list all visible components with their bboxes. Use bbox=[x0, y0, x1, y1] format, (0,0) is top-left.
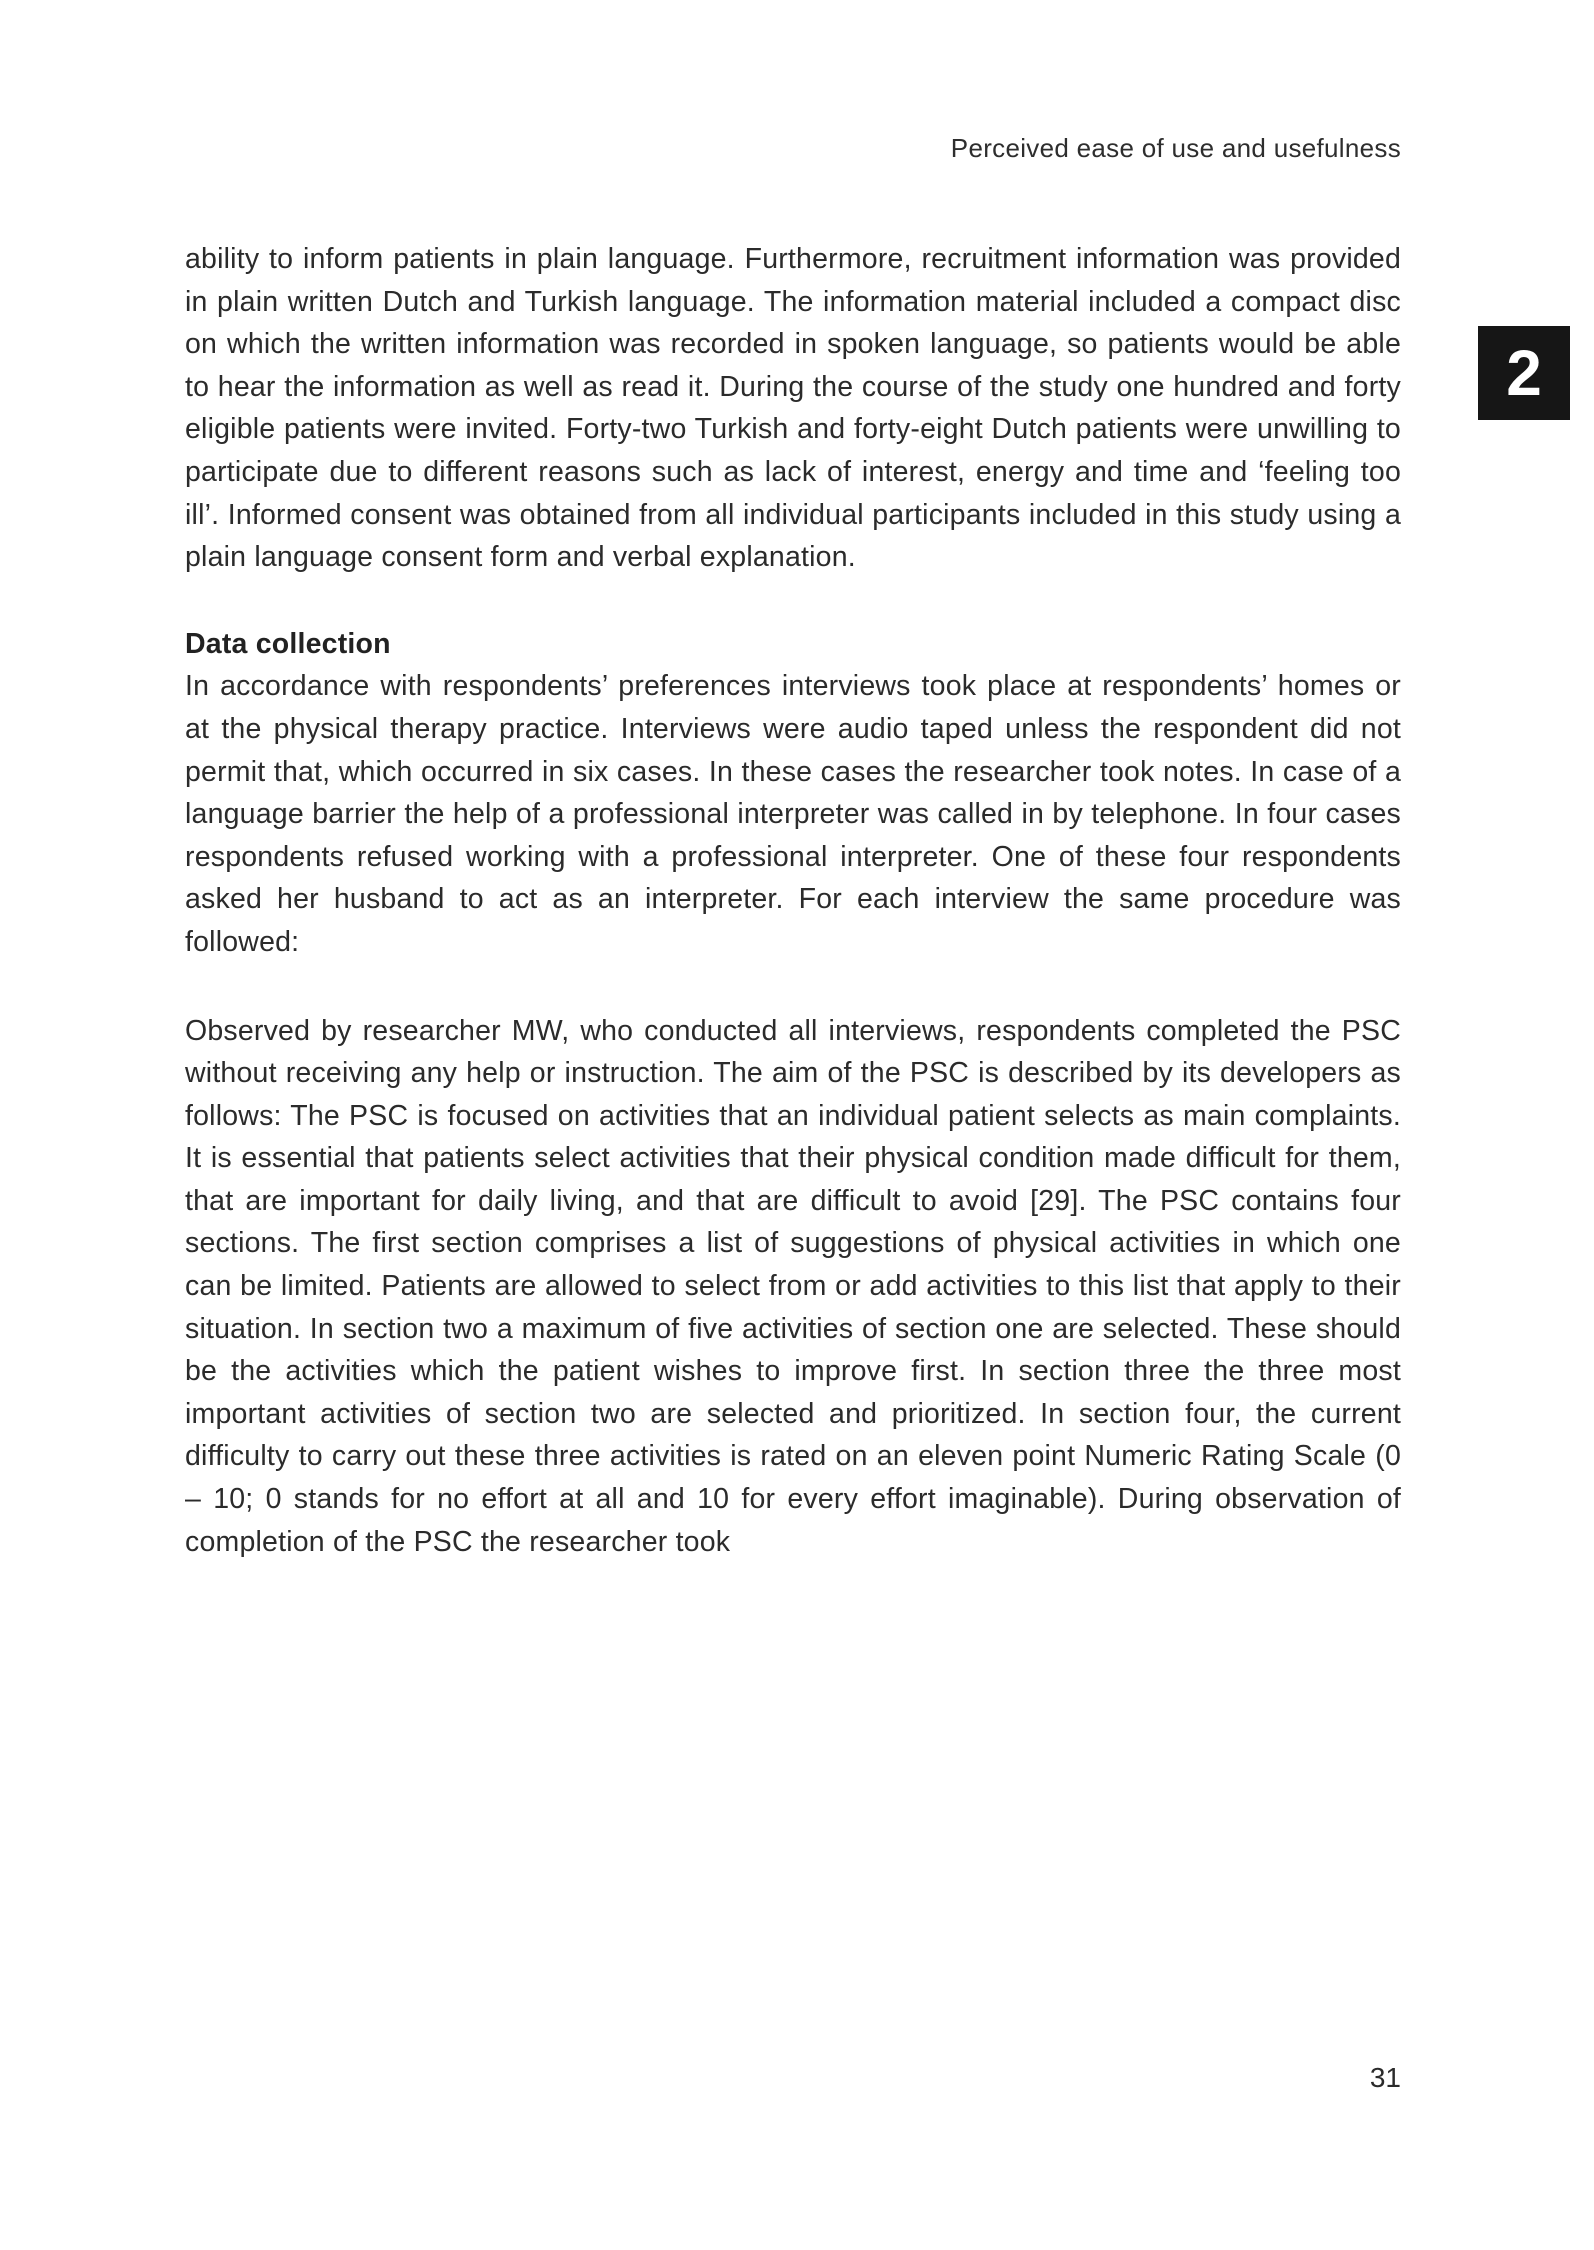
page-number: 31 bbox=[1369, 2062, 1401, 2093]
body-text-column bbox=[185, 238, 1401, 1563]
chapter-tab: 2 bbox=[1478, 326, 1570, 420]
running-header: Perceived ease of use and usefulness bbox=[950, 133, 1401, 163]
paragraph-psc: Observed by researcher MW, who conducted all interviews, respondents completed the PSC without receiving any help or instruction. The aim of the PSC is described by its developers as follows: The PSC is focused on activities that an individual patient selects as main complaints. It is essential that patients select activities that their physical condition made difficult for them, that are important for daily living, and that are difficult to avoid [29]. The PSC contains four sections. The first section comprises a list of suggestions of physical activities in which one can be limited. Patients are allowed to select from or add activities to this list that apply to their situation. In section two a maximum of five activities of section one are selected. These should be the activities which the patient wishes to improve first. In section three the three most important activities of section two are selected and prioritized. In section four, the current difficulty to carry out these three activities is rated on an eleven point Numeric Rating Scale (0 – 10; 0 stands for no effort at all and 10 for every effort imaginable). During observation of completion of the PSC the researcher took bbox=[185, 1014, 1401, 1558]
section-heading-data-collection: Data collection bbox=[185, 627, 391, 660]
paragraph-interviews: In accordance with respondents’ preferences interviews took place at respondents’ homes or at the physical therapy practice. Interviews were audio taped unless the respondent did not permit that, which occurred in six cases. In these cases the researcher took notes. In case of a language barrier the help of a professional interpreter was called in by telephone. In four cases respondents refused working with a professional interpreter. One of these four respondents asked her husband to act as an interpreter. For each interview the same procedure was followed: bbox=[185, 670, 1401, 958]
paragraph-recruitment: ability to inform patients in plain language. Furthermore, recruitment information was provided in plain written Dutch and Turkish language. The information material included a compact disc on which the written information was recorded in spoken language, so patients would be able to hear the information as well as read it. During the course of the study one hundred and forty eligible patients were invited. Forty-two Turkish and forty-eight Dutch patients were unwilling to participate due to different reasons such as lack of interest, energy and time and ‘feeling too ill’. Informed consent was obtained from all individual participants included in this study using a plain language consent form and verbal explanation. bbox=[185, 243, 1401, 574]
